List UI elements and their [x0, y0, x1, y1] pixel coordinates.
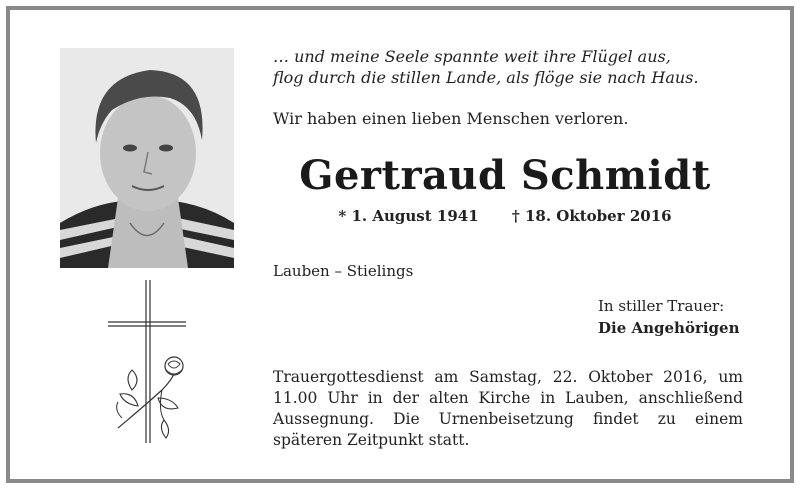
- deceased-name: Gertraud Schmidt: [299, 152, 711, 199]
- portrait-photo: [60, 48, 234, 268]
- mourners: Die Angehörigen: [598, 319, 740, 337]
- obituary-notice: [6, 6, 794, 483]
- mourning-line: In stiller Trauer:: [598, 297, 725, 315]
- poem-quote: [273, 46, 753, 88]
- quote-line-1: … und meine Seele spannte weit ihre Flügel aus,: [273, 47, 671, 66]
- birth-date: * 1. August 1941: [338, 207, 479, 225]
- mourning-signature: [598, 295, 740, 339]
- death-date: † 18. Oktober 2016: [511, 207, 672, 225]
- place-of-residence: Lauben – Stielings: [273, 262, 414, 280]
- cross-with-rose-icon: [102, 278, 192, 448]
- quote-line-2: flog durch die stillen Lande, als flöge sie nach Haus.: [273, 68, 699, 87]
- lost-statement: Wir haben einen lieben Menschen verloren.: [273, 109, 629, 128]
- life-dates: [260, 207, 750, 225]
- funeral-service-info: Trauergottesdienst am Samstag, 22. Oktober 2016, um 11.00 Uhr in der alten Kirche in Lauben, anschließend Aussegnung. Die Urnenbeisetzung findet zu einem späteren Zeitpunkt statt.: [273, 368, 743, 449]
